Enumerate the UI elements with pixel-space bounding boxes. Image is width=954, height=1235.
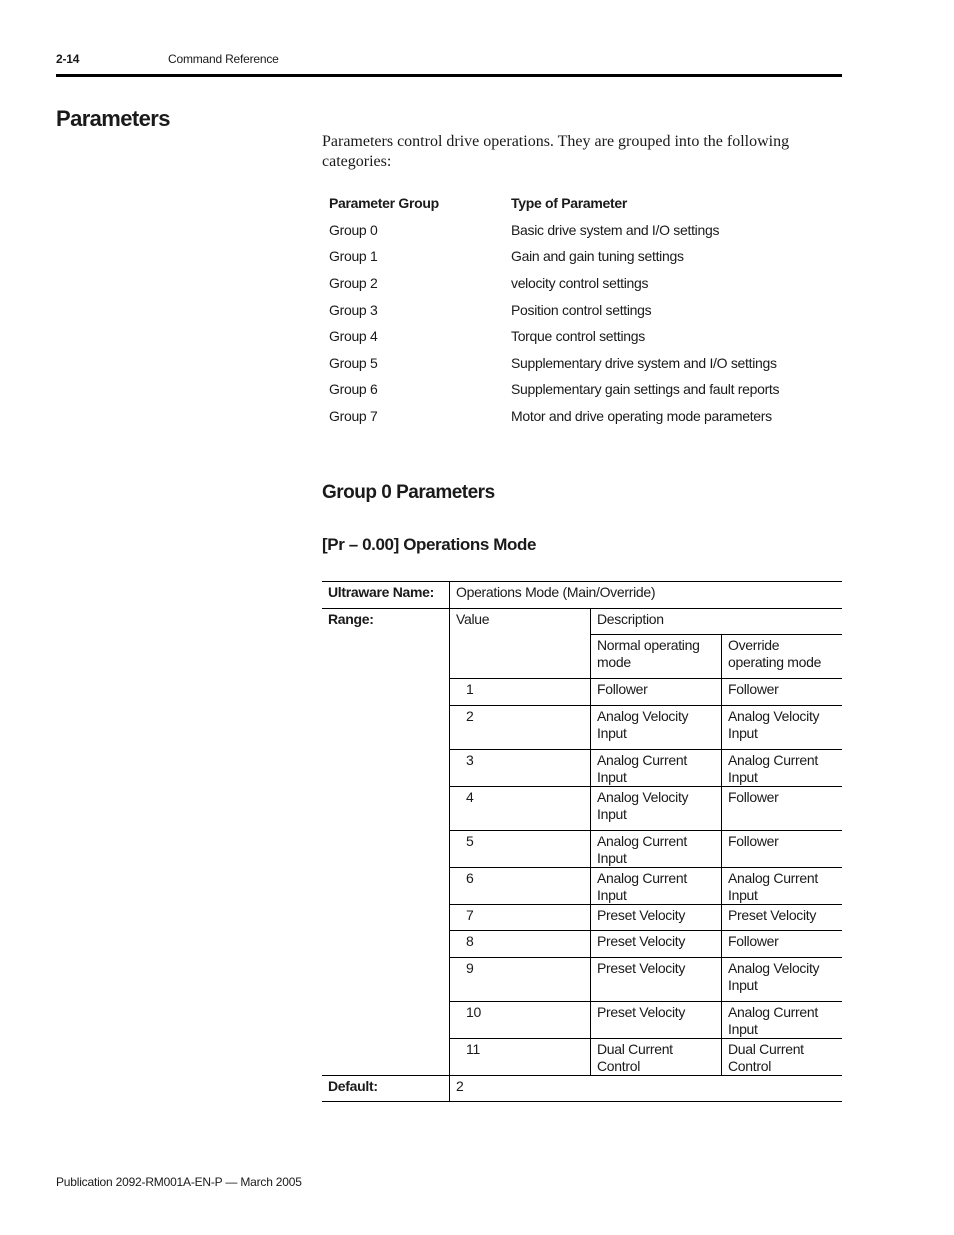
override-mode-cell: Analog Current Input	[722, 749, 843, 786]
normal-mode-cell: Preset Velocity	[591, 1001, 722, 1038]
value-cell: 10	[450, 1001, 591, 1038]
group-cell: Group 7	[329, 408, 378, 425]
category-table	[322, 190, 842, 429]
type-cell: velocity control settings	[511, 275, 649, 292]
table-row	[322, 376, 842, 403]
table-row	[322, 243, 842, 270]
type-cell: Gain and gain tuning settings	[511, 248, 684, 265]
description-header: Description	[591, 609, 843, 635]
value-cell: 7	[450, 904, 591, 931]
value-cell: 1	[450, 679, 591, 706]
type-cell: Supplementary gain settings and fault reports	[511, 381, 780, 398]
group-cell: Group 5	[329, 354, 378, 371]
page-number: 2-14	[56, 52, 80, 66]
header-rule	[56, 74, 842, 77]
normal-mode-cell: Analog Current Input	[591, 867, 722, 904]
type-cell: Motor and drive operating mode parameters	[511, 408, 772, 425]
type-cell: Basic drive system and I/O settings	[511, 221, 720, 238]
override-mode-cell: Analog Velocity Input	[722, 957, 843, 1001]
group-cell: Group 3	[329, 301, 378, 318]
page-footer: Publication 2092-RM001A-EN-P — March 2005	[56, 1175, 302, 1189]
column-header: Parameter Group	[329, 195, 439, 212]
normal-mode-cell: Analog Velocity Input	[591, 705, 722, 749]
table-row	[322, 350, 842, 377]
parameter-table	[322, 581, 842, 1102]
type-cell: Torque control settings	[511, 328, 645, 345]
intro-paragraph: Parameters control drive operations. They are grouped into the following categories:	[322, 133, 790, 170]
table-row	[322, 217, 842, 244]
range-header-row	[322, 609, 842, 635]
group-cell: Group 1	[329, 248, 378, 265]
type-cell: Supplementary drive system and I/O settings	[511, 354, 777, 371]
value-cell: 2	[450, 705, 591, 749]
group-cell: Group 0	[329, 221, 378, 238]
ultraware-value: Operations Mode (Main/Override)	[450, 582, 843, 609]
section-title: Command Reference	[168, 52, 279, 66]
override-mode-cell: Analog Current Input	[722, 867, 843, 904]
column-header: Type of Parameter	[511, 195, 628, 212]
override-mode-header: Override operating mode	[722, 635, 843, 679]
override-mode-cell: Follower	[722, 830, 843, 867]
normal-mode-cell: Preset Velocity	[591, 957, 722, 1001]
normal-mode-header: Normal operating mode	[591, 635, 722, 679]
normal-mode-cell: Preset Velocity	[591, 904, 722, 931]
group-cell: Group 2	[329, 275, 378, 292]
normal-mode-cell: Analog Current Input	[591, 749, 722, 786]
table-row	[322, 296, 842, 323]
value-cell: 11	[450, 1038, 591, 1075]
value-cell: 3	[450, 749, 591, 786]
ultraware-label: Ultraware Name:	[322, 582, 450, 609]
range-label: Range:	[322, 609, 450, 1076]
normal-mode-cell: Analog Velocity Input	[591, 786, 722, 830]
value-header: Value	[450, 609, 591, 679]
override-mode-cell: Follower	[722, 931, 843, 958]
normal-mode-cell: Dual Current Control	[591, 1038, 722, 1075]
default-value: 2	[450, 1075, 843, 1101]
type-cell: Position control settings	[511, 301, 652, 318]
normal-mode-cell: Follower	[591, 679, 722, 706]
table-row	[322, 403, 842, 430]
override-mode-cell: Follower	[722, 786, 843, 830]
override-mode-cell: Follower	[722, 679, 843, 706]
override-mode-cell: Dual Current Control	[722, 1038, 843, 1075]
page-title: Parameters	[56, 106, 170, 131]
value-cell: 8	[450, 931, 591, 958]
value-cell: 4	[450, 786, 591, 830]
category-header-row	[322, 190, 842, 217]
default-label: Default:	[322, 1075, 450, 1101]
parameter-heading: [Pr – 0.00] Operations Mode	[322, 535, 537, 554]
default-row	[322, 1075, 842, 1101]
override-mode-cell: Analog Current Input	[722, 1001, 843, 1038]
group-heading: Group 0 Parameters	[322, 482, 495, 503]
normal-mode-cell: Preset Velocity	[591, 931, 722, 958]
value-cell: 6	[450, 867, 591, 904]
group-cell: Group 6	[329, 381, 378, 398]
ultraware-row	[322, 582, 842, 609]
override-mode-cell: Preset Velocity	[722, 904, 843, 931]
table-row	[322, 270, 842, 297]
normal-mode-cell: Analog Current Input	[591, 830, 722, 867]
table-row	[322, 323, 842, 350]
override-mode-cell: Analog Velocity Input	[722, 705, 843, 749]
value-cell: 9	[450, 957, 591, 1001]
value-cell: 5	[450, 830, 591, 867]
group-cell: Group 4	[329, 328, 378, 345]
